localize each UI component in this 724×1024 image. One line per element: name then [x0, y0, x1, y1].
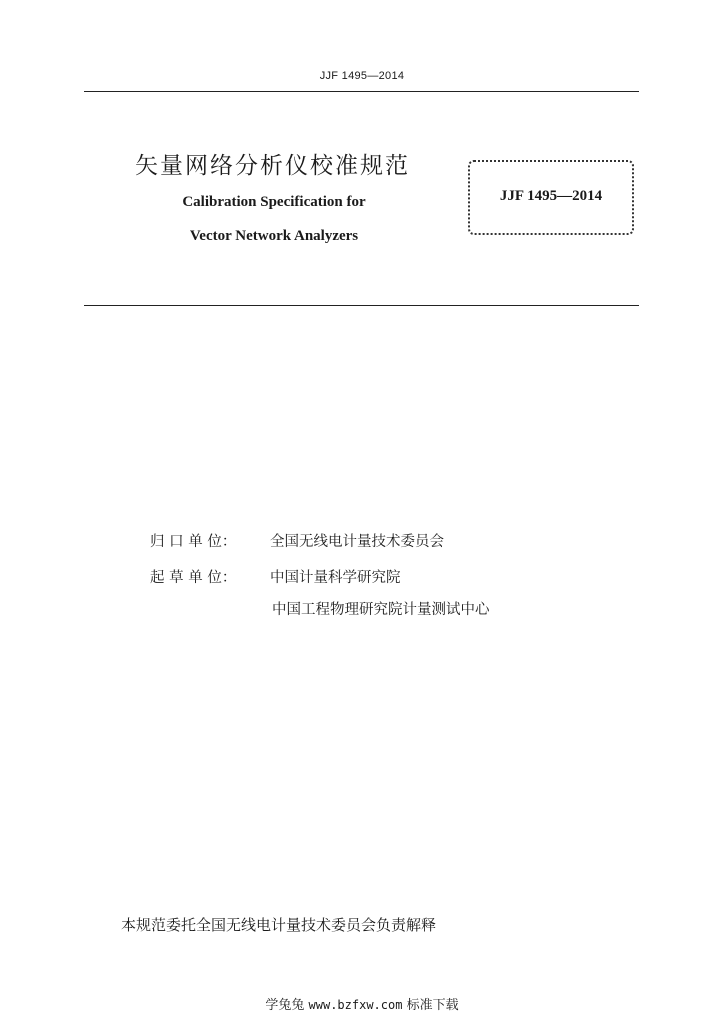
header-code: JJF 1495—2014	[319, 70, 405, 82]
title-english-line-1: Calibration Specification for	[182, 194, 366, 210]
footer-suffix: 标准下载	[406, 998, 459, 1013]
bottom-rule	[84, 305, 639, 306]
drafting-unit-label: 起 草 单 位：	[150, 570, 237, 586]
drafting-unit-row	[150, 566, 401, 587]
interpretation-note: 本规范委托全国无线电计量技术委员会负责解释	[121, 916, 437, 934]
responsible-unit-label: 归 口 单 位：	[150, 534, 237, 550]
top-rule	[84, 91, 639, 92]
title-english-line-2: Vector Network Analyzers	[189, 228, 359, 244]
drafting-unit-value-2: 中国工程物理研究院计量测试中心	[272, 602, 490, 618]
title-chinese: 矢量网络分析仪校准规范	[135, 153, 410, 179]
footer-url[interactable]: www.bzfxw.com	[308, 998, 403, 1012]
responsible-unit-row	[150, 530, 444, 551]
drafting-unit-value-1: 中国计量科学研究院	[270, 570, 401, 586]
footer-site-name: 学兔兔	[265, 998, 305, 1013]
footer	[0, 994, 724, 1013]
responsible-unit-value: 全国无线电计量技术委员会	[270, 534, 444, 550]
standard-code: JJF 1495—2014	[499, 188, 603, 204]
